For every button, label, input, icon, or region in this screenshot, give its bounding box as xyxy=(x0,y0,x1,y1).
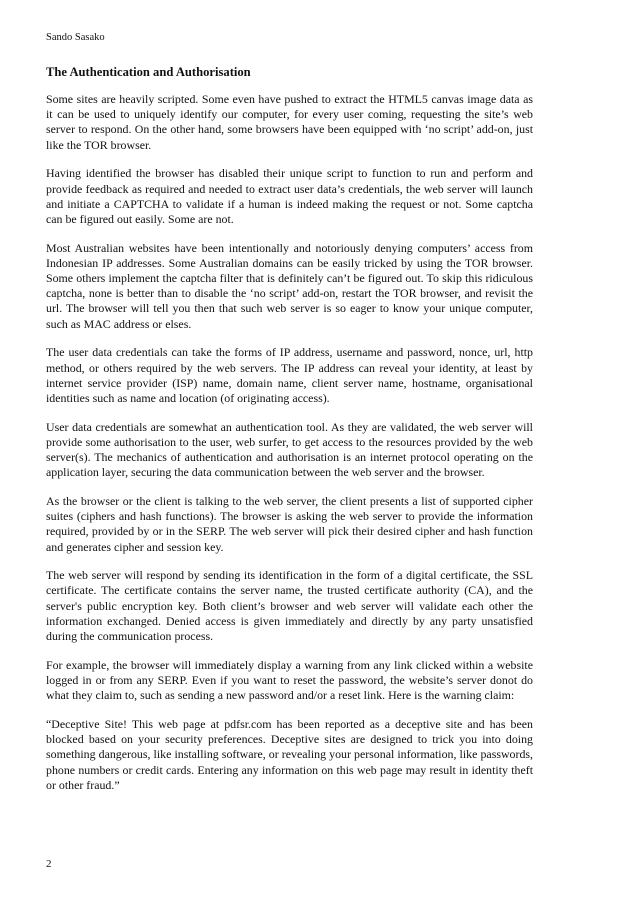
paragraph: As the browser or the client is talking to the web server, the client presents a list of supported cipher suites (ciphers and hash functions). The browser is asking the web server to provide the information required, provided by or in the SERP. The web server will pick their desired cipher and hash function and generates cipher and session key. xyxy=(46,493,533,554)
running-header-author: Sando Sasako xyxy=(46,32,105,43)
paragraph: The web server will respond by sending its identification in the form of a digital certificate, the SSL certificate. The certificate contains the server name, the trusted certificate authority (CA), and the server's public encryption key. Both client’s browser and web server will validate each other the information exchanged. Denied access is given immediately and directly by any party unsatisfied during the communication process. xyxy=(46,568,533,644)
section-title: The Authentication and Authorisation xyxy=(46,65,251,79)
quoted-warning-paragraph: “Deceptive Site! This web page at pdfsr.com has been reported as a deceptive site and has been blocked based on your security preferences. Deceptive sites are designed to trick you into doing something dangerous, like installing software, or revealing your personal information, like passwords, phone numbers or credit cards. Entering any information on this web page may result in identity theft or other fraud.” xyxy=(46,716,533,792)
paragraph: User data credentials are somewhat an authentication tool. As they are validated, the web server will provide some authorisation to the user, web surfer, to get access to the resources provided by the web server(s). The mechanics of authentication and authorisation is an internet protocol operating on the application layer, securing the data communication between the web server and the browser. xyxy=(46,419,533,480)
paragraph: Most Australian websites have been intentionally and notoriously denying computers’ access from Indonesian IP addresses. Some Australian domains can be easily tricked by using the TOR browser. Some others implement the captcha filter that is definitely can’t be figured out. To skip this ridiculous captcha, none is better than to disable the ‘no script’ add-on, restart the TOR browser, and revisit the url. The browser will tell you then that such web server is so eager to know your unique computer, such as MAC address or elses. xyxy=(46,240,533,331)
paragraph: The user data credentials can take the forms of IP address, username and password, nonce, url, http method, or others required by the web servers. The IP address can reveal your identity, at least by internet service provider (ISP) name, domain name, client server name, hostname, organisational identities such as name and location (of originating access). xyxy=(46,345,533,405)
paragraph: For example, the browser will immediately display a warning from any link clicked within a website logged in or from any SERP. Even if you want to reset the password, the website’s server donot do what they claim to, such as sending a new password and/or a reset link. Here is the warning claim: xyxy=(46,657,533,703)
page-number: 2 xyxy=(46,858,52,870)
paragraph: Some sites are heavily scripted. Some even have pushed to extract the HTML5 canvas image data as it can be used to uniquely identify our computer, for every user coming, requesting the site’s web server to respond. On the other hand, some browsers have been equipped with ‘no script’ add-on, just like the TOR browser. xyxy=(46,92,533,152)
document-body xyxy=(46,92,533,806)
paragraph: Having identified the browser has disabled their unique script to function to run and perform and provide feedback as required and needed to extract user data’s credentials, the web server will launch and initiate a CAPTCHA to validate if a human is indeed making the request or not. Some captcha can be figured out easily. Some are not. xyxy=(46,166,533,226)
